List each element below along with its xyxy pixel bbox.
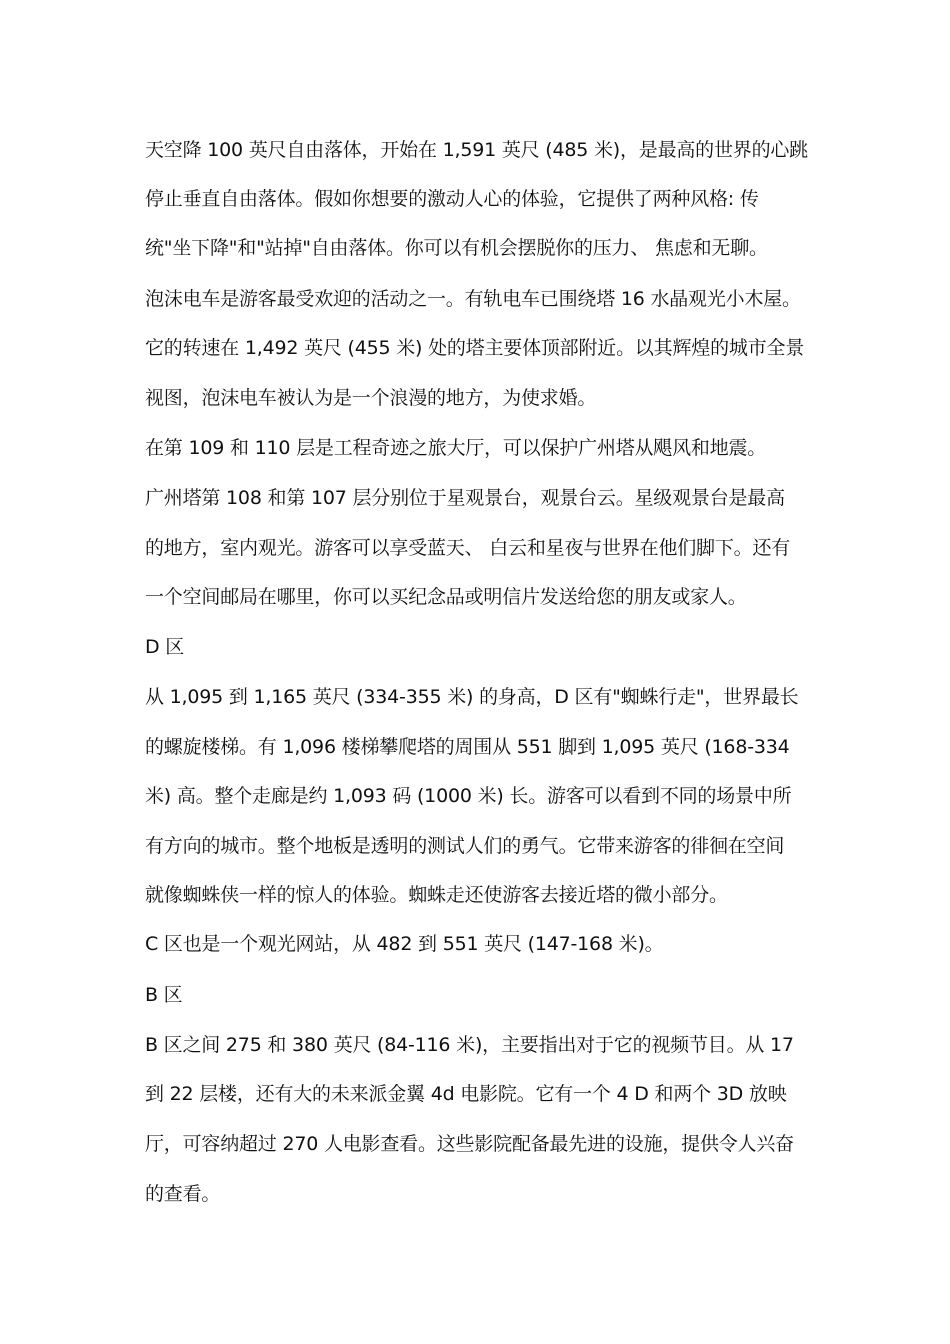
section-heading-b: B 区: [145, 984, 183, 1006]
text-line: 视图，泡沫电车被认为是一个浪漫的地方，为使求婚。: [145, 387, 597, 409]
text-line: 有方向的城市。整个地板是透明的测试人们的勇气。它带来游客的徘徊在空间: [145, 835, 785, 857]
text-line: 一个空间邮局在哪里，你可以买纪念品或明信片发送给您的朋友或家人。: [145, 586, 747, 608]
text-line: 厅，可容纳超过 270 人电影查看。这些影院配备最先进的设施，提供令人兴奋: [145, 1133, 794, 1155]
text-line: 的螺旋楼梯。有 1,096 楼梯攀爬塔的周围从 551 脚到 1,095 英尺 (168-334: [145, 736, 790, 758]
text-line: 天空降 100 英尺自由落体，开始在 1,591 英尺 (485 米)，是最高的世界的心跳: [145, 139, 808, 161]
text-line: 停止垂直自由落体。假如你想要的激动人心的体验，它提供了两种风格: 传: [145, 188, 759, 210]
text-line: 泡沫电车是游客最受欢迎的活动之一。有轨电车已围绕塔 16 水晶观光小木屋。: [145, 288, 801, 310]
text-line: 的查看。: [145, 1183, 221, 1205]
section-heading-d: D 区: [145, 636, 185, 658]
text-line: 它的转速在 1,492 英尺 (455 米) 处的塔主要体顶部附近。以其辉煌的城市全景: [145, 337, 805, 359]
text-line: C 区也是一个观光网站，从 482 到 551 英尺 (147-168 米)。: [145, 933, 664, 955]
text-line: 广州塔第 108 和第 107 层分别位于星观景台，观景台云。星级观景台是最高: [145, 487, 785, 509]
text-line: 统"坐下降"和"站掉"自由落体。你可以有机会摆脱你的压力、 焦虑和无聊。: [145, 237, 768, 259]
text-line: 在第 109 和 110 层是工程奇迹之旅大厅，可以保护广州塔从飓风和地震。: [145, 437, 767, 459]
text-line: 到 22 层楼，还有大的未来派金翼 4d 电影院。它有一个 4 D 和两个 3D 放映: [145, 1083, 787, 1105]
text-line: 米) 高。整个走廊是约 1,093 码 (1000 米) 长。游客可以看到不同的场景中所: [145, 785, 792, 807]
text-line: B 区之间 275 和 380 英尺 (84-116 米)，主要指出对于它的视频节目。从 17: [145, 1034, 794, 1056]
text-line: 就像蜘蛛侠一样的惊人的体验。蜘蛛走还使游客去接近塔的微小部分。: [145, 884, 728, 906]
text-line: 从 1,095 到 1,165 英尺 (334-355 米) 的身高，D 区有"蜘蛛行走"，世界最长: [145, 686, 799, 708]
text-line: 的地方，室内观光。游客可以享受蓝天、 白云和星夜与世界在他们脚下。还有: [145, 537, 791, 559]
